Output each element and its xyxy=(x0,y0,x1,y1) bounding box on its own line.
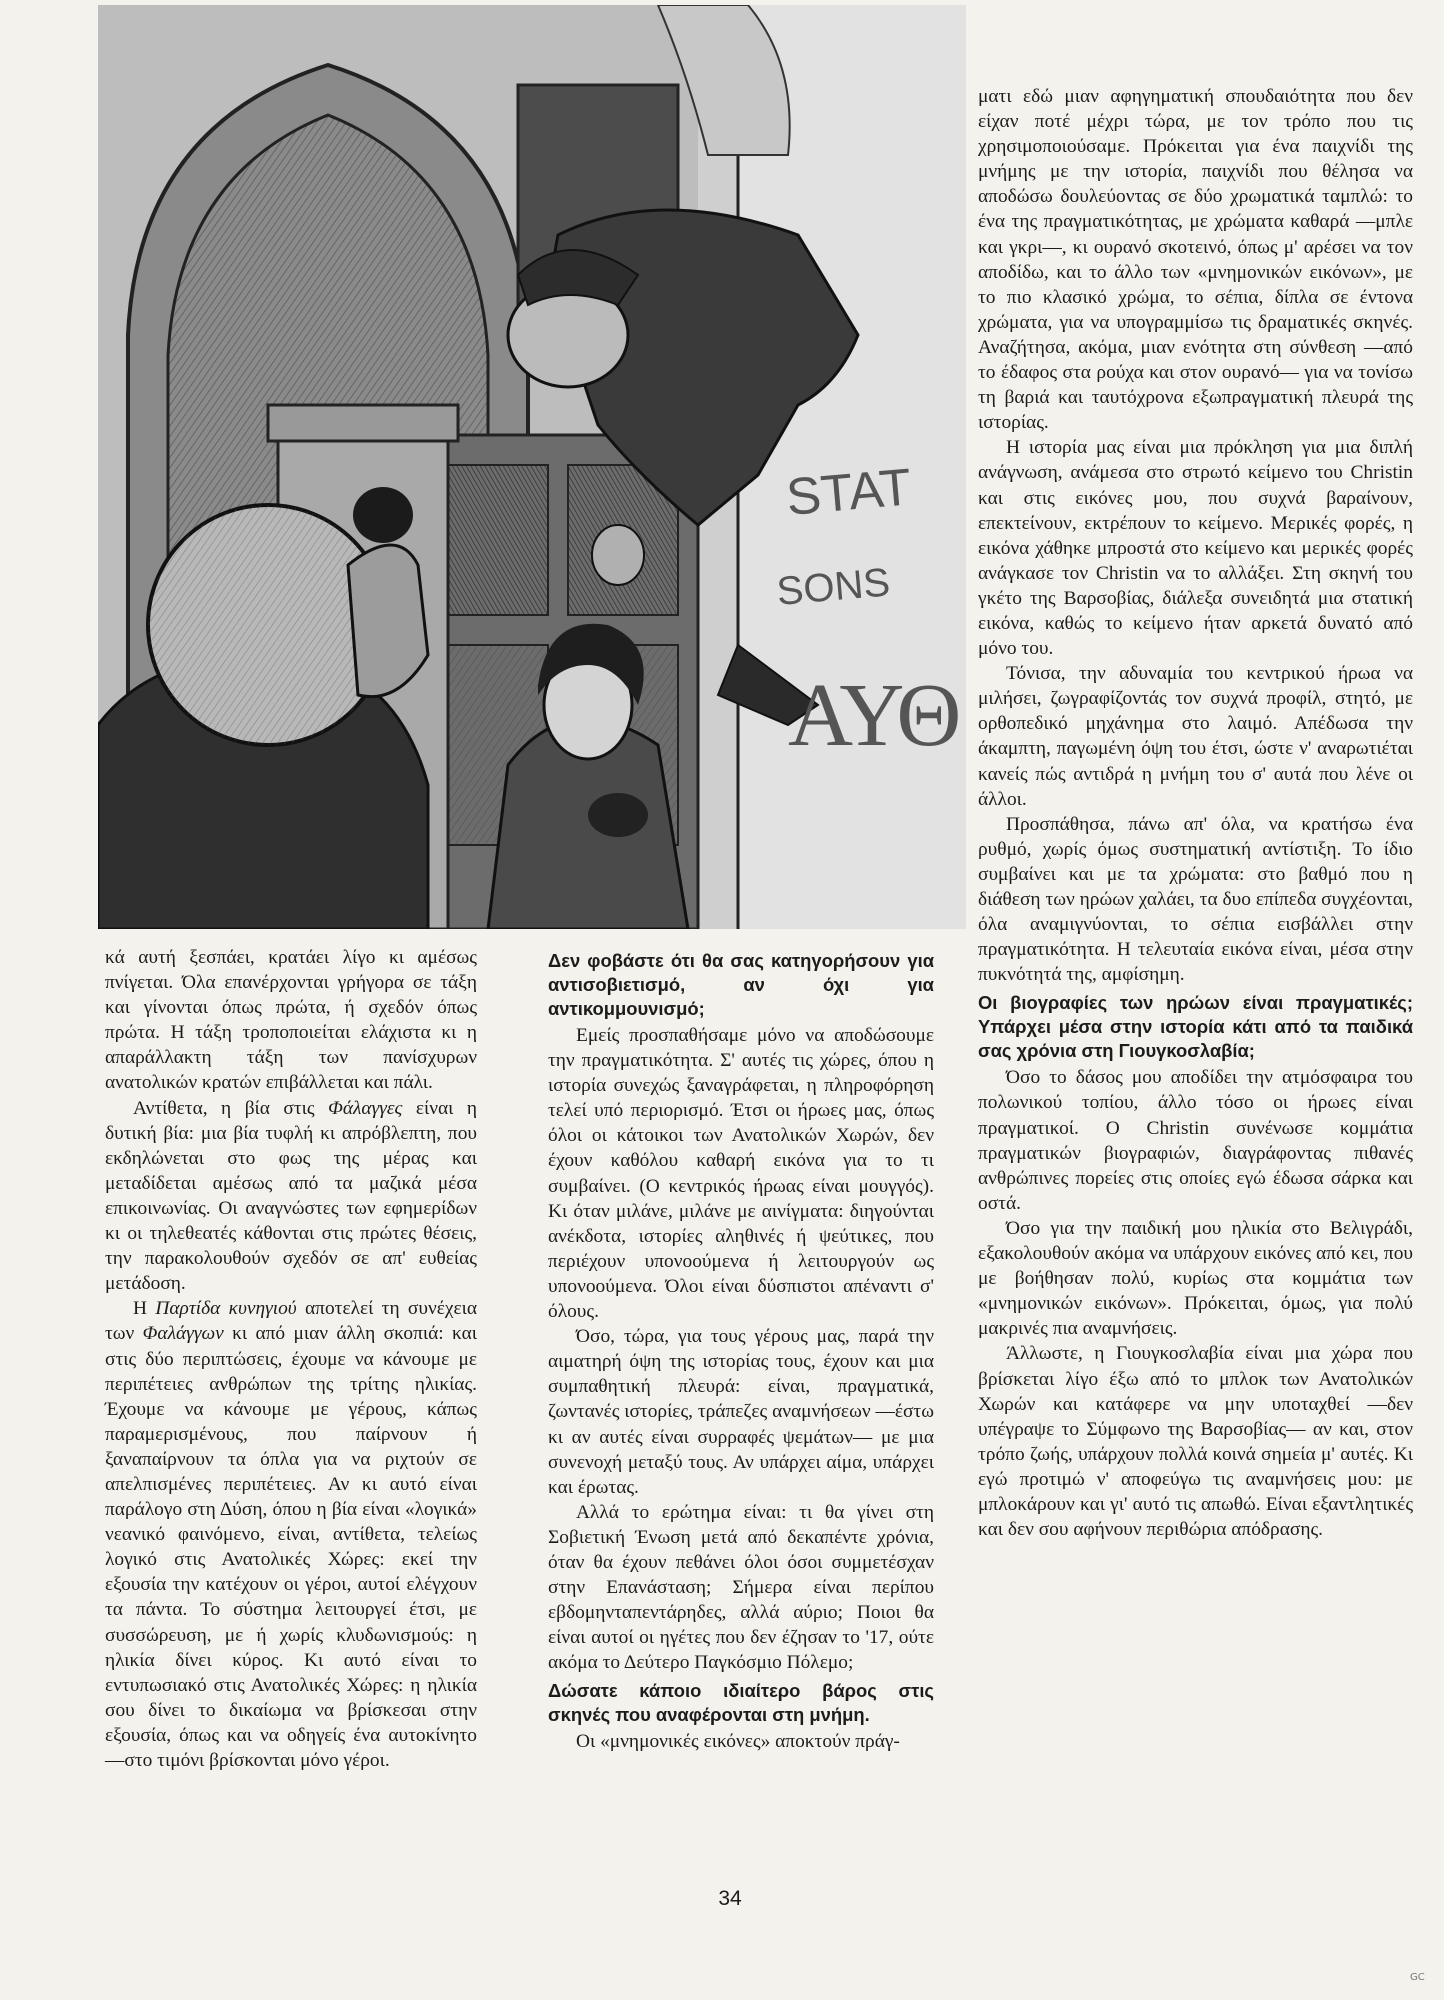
paragraph: Η ιστορία μας είναι μια πρόκληση για μια διπλή ανάγνωση, ανάμεσα στο στρωτό κείμενο του Christin και στις εικόνες μου, που συχνά βαραίνουν, επεκτείνουν, εκτρέπουν το κείμενο. Μερικές φορές, η εικόνα χάθηκε μπροστά στο κείμενο και μερικές φορές ανάγκασε τον Christin να το αλλάξει. Στη σκηνή του γκέτο της Βαρσοβίας, διάλεξα συνειδητά μια στατική εικόνα, καθώς το κείμενο ήταν αρκετά δυνατό από μόνο του. xyxy=(978,437,1413,660)
column-middle xyxy=(548,945,934,1755)
book-title: Φαλάγγων xyxy=(142,1323,224,1345)
interview-question: Οι βιογραφίες των ηρώων είναι πραγματικές; Υπάρχει μέσα στην ιστορία κάτι από τα παιδικά σας χρόνια στη Γιουγκοσλαβία; xyxy=(978,992,1413,1062)
wall-graffiti-2: SONS xyxy=(774,560,892,614)
wall-graffiti-3: ΑΥΘ xyxy=(788,666,962,765)
column-right-top xyxy=(978,84,1413,1542)
scan-mark: GC xyxy=(1410,1972,1425,1983)
paragraph: Όσο το δάσος μου αποδίδει την ατμόσφαιρα του πολωνικού τοπίου, άλλο τόσο οι ήρωες είναι πραγματικοί. Ο Christin συνένωσε κομμάτια πραγματικών βιογραφιών, διαγράφοντας πιθανές ανθρώπινες πορείες στις οποίες εγώ έδωσα σάρκα και οστά. xyxy=(978,1067,1413,1214)
text-run: αποτελεί τη συνέχεια των xyxy=(105,1298,477,1345)
wall-graffiti-1: STAT xyxy=(783,458,914,527)
text-run: Αντίθετα, η βία στις xyxy=(133,1097,329,1119)
paragraph: Όσο για την παιδική μου ηλικία στο Βελιγράδι, εξακολουθούν ακόμα να υπάρχουν εικόνες από κει, που με βοήθησαν πολύ, κυρίως στα κομμάτια των «μνημονικών εικόνων». Πρόκειται, όμως, για πολύ μακρινές πια αναμνήσεις. xyxy=(978,1217,1413,1340)
paragraph xyxy=(105,1096,477,1297)
interview-question: Δεν φοβάστε ότι θα σας κατηγορήσουν για αντισοβιετισμό, αν όχι για αντικομμουνισμό; xyxy=(548,950,934,1019)
paragraph: ματι εδώ μιαν αφηγηματική σπουδαιότητα που δεν είχαν ποτέ μέχρι τώρα, με τον τρόπο που τις χρησιμοποιούσαμε. Πρόκειται για ένα παιχνίδι της μνήμης με την ιστορία, παιχνίδι που θέλησα να αποδώσω δουλεύοντας σε δύο χρωματικά ταμπλώ: το ένα της πραγματικότητας, με χρώματα καθαρά —μπλε και γκρι—, κι ουρανό σκοτεινό, όπως μ' αρέσει να τον αποδίδω, και το άλλο των «μνημονικών εικόνων», με το πιο κλασικό χρώμα, το σέπια, δίπλα σε έντονα χρώματα, για να υπογραμμίσω τις δραματικές σκηνές. Αναζήτησα, ακόμα, μιαν ενότητα στη σύνθεση —από το έδαφος στα ρούχα και στον ουρανό— για να τονίσω τη βαριά και ταυτόχρονα εξωπραγματική πλευρά της ιστορίας. xyxy=(978,86,1413,434)
paragraph: Προσπάθησα, πάνω απ' όλα, να κρατήσω ένα ρυθμό, χωρίς όμως συστηματική αντίστιξη. Το ίδιο συμβαίνει και με τα χρώματα: στο βαθμό που η διάθεση των ηρώων χαλάει, τα δυο επίπεδα συγχέονται, όλα αναμιγνύονται, το σέπια εισβάλλει στην πραγματικότητα. Η τελευταία εικόνα είναι, μέσα στην πυκνότητά της, αμφίσημη. xyxy=(978,813,1413,986)
text-run: Η xyxy=(133,1298,156,1320)
illustration-drawing xyxy=(98,5,966,929)
interview-question: Δώσατε κάποιο ιδιαίτερο βάρος στις σκηνές που αναφέρονται στη μνήμη. xyxy=(548,1680,934,1726)
column-left xyxy=(105,945,477,1773)
paragraph: κά αυτή ξεσπάει, κρατάει λίγο κι αμέσως πνίγεται. Όλα επανέρχονται γρήγορα σε τάξη και γίνονται όπως πρώτα, ή σχεδόν όπως πρώτα. Η τάξη τροποποιείται ελάχιστα κι η απαράλλακτη τάξη των πανίσχυρων ανατολικών κρατών επιβάλλεται και πάλι. xyxy=(105,947,477,1094)
paragraph: Τόνισα, την αδυναμία του κεντρικού ήρωα να μιλήσει, ζωγραφίζοντάς τον συχνά προφίλ, στητό, με ορθοπεδικό μηχάνημα στο λαιμό. Απέδωσα την άκαμπτη, παγωμένη όψη του έτσι, ώστε ν' αναρωτιέται κανείς πώς αντιδρά η μνήμη του σ' αυτά που λένε οι άλλοι. xyxy=(978,663,1413,810)
paragraph: Οι «μνημονικές εικόνες» αποκτούν πράγ- xyxy=(576,1731,900,1753)
book-title: Φάλαγγες xyxy=(328,1097,403,1119)
text-run: είναι η δυτική βία: μια βία τυφλή κι απρόβλεπτη, που εκδηλώνεται στο φως της μέρας και μεταδίδεται αμέσως από τα μαζικά μέσα επικοινωνίας. Οι αναγνώστες των εφημερίδων κι οι τηλεθεατές κάθονται στις πρώτες θέσεις, την παρακολουθούν σχεδόν σε απ' ευθείας μετάδοση. xyxy=(105,1097,478,1295)
page-number: 34 xyxy=(718,1887,742,1910)
paragraph: Όσο, τώρα, για τους γέρους μας, παρά την αιματηρή όψη της ιστορίας τους, έχουν και μια συμπαθητική πλευρά: είναι, πραγματικά, ζωντανές ιστορίες, τράπεζες αναμνήσεων —έστω κι αν αυτές είναι συρραφές ψεμάτων— με μια συνενοχή μεταξύ τους. Αν υπάρχει αίμα, υπάρχει και έρωτας. xyxy=(548,1326,934,1498)
paragraph: Αλλά το ερώτημα είναι: τι θα γίνει στη Σοβιετική Ένωση μετά από δεκαπέντε χρόνια, όταν θα έχουν πεθάνει όλοι όσοι συμμετέσχαν στην Επανάσταση; Σήμερα είναι περίπου εβδομηνταπεντάρηδες, αλλά αύριο; Ποιοι θα είναι αυτοί οι ηγέτες που δεν έζησαν το '17, ούτε ακόμα το Δεύτερο Παγκόσμιο Πόλεμο; xyxy=(548,1501,934,1674)
comic-illustration xyxy=(98,5,966,929)
book-title: Παρτίδα κυνηγιού xyxy=(155,1298,297,1320)
paragraph: Εμείς προσπαθήσαμε μόνο να αποδώσουμε την πραγματικότητα. Σ' αυτές τις χώρες, όπου η ιστορία συνεχώς ξαναγράφεται, η πληροφόρηση τελεί υπό περιορισμό. Έτσι οι ήρωες μας, όπως όλοι οι κάτοικοι των Ανατολικών Χωρών, δεν έχουν καθόλου καθαρή εικόνα για το τι συμβαίνει. (Ο κεντρικός ήρωας είναι μουγγός). Κι όταν μιλάνε, μιλάνε με αινίγματα: διηγούνται ανέκδοτα, ιστορίες αληθινές ή ψεύτικες, που περιέχουν υπονοούμενα ή λειτουργούν ως υπονοούμενα. Όλοι είναι δύσπιστοι απέναντι σ' όλους. xyxy=(548,1025,934,1323)
paragraph: Άλλωστε, η Γιουγκοσλαβία είναι μια χώρα που βρίσκεται λίγο έξω από το μπλοκ των Ανατολικών Χωρών και κατάφερε να μην υποταχθεί —δεν υπέγραψε το Σύμφωνο της Βαρσοβίας— αν και, στον τρόπο ζωής, υπάρχουν πολλά κοινά σημεία μ' αυτές. Κι εγώ προτιμώ ν' αποφεύγω τις αναμνήσεις μου: με μπλοκάρουν και γι' αυτό τις απωθώ. Είναι εξαντλητικές και δεν σου αφήνουν περιθώρια απόδρασης. xyxy=(978,1343,1413,1541)
paragraph xyxy=(105,1296,477,1773)
text-run: κι από μιαν άλλη σκοπιά: και στις δύο περιπτώσεις, έχουμε να κάνουμε με περιπέτειες ανθρώπων της τρίτης ηλικίας. Έχουμε να κάνουμε με γέρους, κάπως παραμερισμένους, που παίρνουν ή ξαναπαίρνουν τα όπλα για να ριχτούν σε απελπισμένες περιπέτειες. Αν κι αυτό είναι παράλογο στη Δύση, όπου η βία είναι «λογικά» νεανικό φαινόμενο, είναι, αντίθετα, τελείως λογικό στις Ανατολικές Χώρες: εκεί την εξουσία την κατέχουν οι γέροι, αυτοί ελέγχουν τα πάντα. Το σύστημα λειτουργεί έτσι, με συσσώρευση, με ή χωρίς κλυδωνισμούς: η ηλικία δίνει κύρος. Κι αυτό είναι το εντυπωσιακό στις Ανατολικές Χώρες: η ηλικία σου δίνει το δικαίωμα να βρίσκεσαι στην εξουσία, όπως και να οδηγείς ένα αυτοκίνητο —στο τιμόνι βρίσκονται μόνο γέροι. xyxy=(105,1323,477,1771)
